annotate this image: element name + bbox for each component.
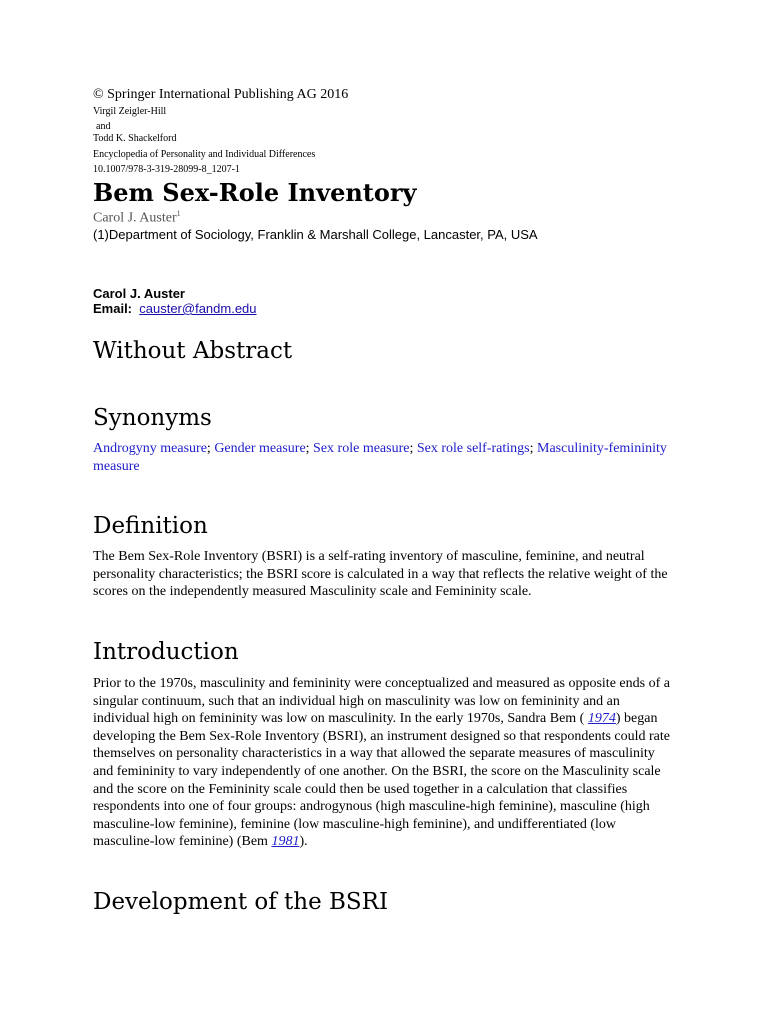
author-name: Carol J. Auster [93,210,177,226]
copyright-line: © Springer International Publishing AG 2016 [93,87,349,102]
introduction-text [93,675,678,851]
synonyms-list [93,440,678,475]
synonym-link[interactable]: Sex role self-ratings [416,441,530,456]
citation-link-1974[interactable]: 1974 [587,711,616,727]
citation-link-1981[interactable]: 1981 [271,834,300,850]
article-title: Bem Sex-Role Inventory [93,178,417,207]
email-label: Email: [93,301,133,316]
affiliation: (1)Department of Sociology, Franklin & Marshall College, Lancaster, PA, USA [93,227,538,242]
synonym-separator: ; [529,441,537,456]
author-line [93,209,181,227]
heading-introduction: Introduction [93,639,239,665]
synonym-separator: ; [409,441,417,456]
intro-text-part: Prior to the 1970s, masculinity and femininity were conceptualized and measured as opposite ends of a singular continuum, such that an individual high on masculinity was low on femininity and an individual high on femininity was low on masculinity. In the early 1970s, Sandra Bem ( [93,676,670,727]
intro-text-part: ). [299,834,308,850]
email-line [93,301,257,316]
synonym-link[interactable]: Gender measure [214,441,306,456]
contact-name: Carol J. Auster [93,286,185,301]
doi: 10.1007/978-3-319-28099-8_1207-1 [93,164,240,175]
synonym-link[interactable]: Masculinity-femininity measure [93,441,667,474]
synonym-link[interactable]: Androgyny measure [93,441,207,456]
definition-text: The Bem Sex-Role Inventory (BSRI) is a self-rating inventory of masculine, feminine, and neutral personality characteristics; the BSRI score is calculated in a way that reflects the relative weight of the scores on the independently measured Masculinity scale and Femininity scale. [93,549,668,600]
intro-text-part: ) began developing the Bem Sex-Role Inventory (BSRI), an instrument designed so that respondents could rate themselves on personality characteristics in a way that allowed the separate measures of masculinity and femininity to vary independently of one another. On the BSRI, the score on the Masculinity scale and the score on the Femininity scale could then be used together in a calculation that classifies respondents into one of four groups: androgynous (high masculine-high feminine), masculine (high masculine-low feminine), feminine (low masculine-high feminine), and undifferentiated (low masculine-low feminine) (Bem [93,711,670,850]
heading-definition: Definition [93,513,208,539]
editor-name: Todd K. Shackelford [93,133,177,144]
editor-conjunction: and [96,121,111,132]
heading-development: Development of the BSRI [93,889,389,915]
synonym-link[interactable]: Sex role measure [313,441,410,456]
author-superscript: 1 [176,209,181,218]
heading-synonyms: Synonyms [93,405,212,431]
book-title: Encyclopedia of Personality and Individual Differences [93,149,316,160]
email-link[interactable]: causter@fandm.edu [139,301,257,316]
synonym-separator: ; [305,441,314,456]
heading-without-abstract: Without Abstract [93,338,293,364]
editor-name: Virgil Zeigler-Hill [93,106,167,117]
synonym-separator: ; [206,441,215,456]
